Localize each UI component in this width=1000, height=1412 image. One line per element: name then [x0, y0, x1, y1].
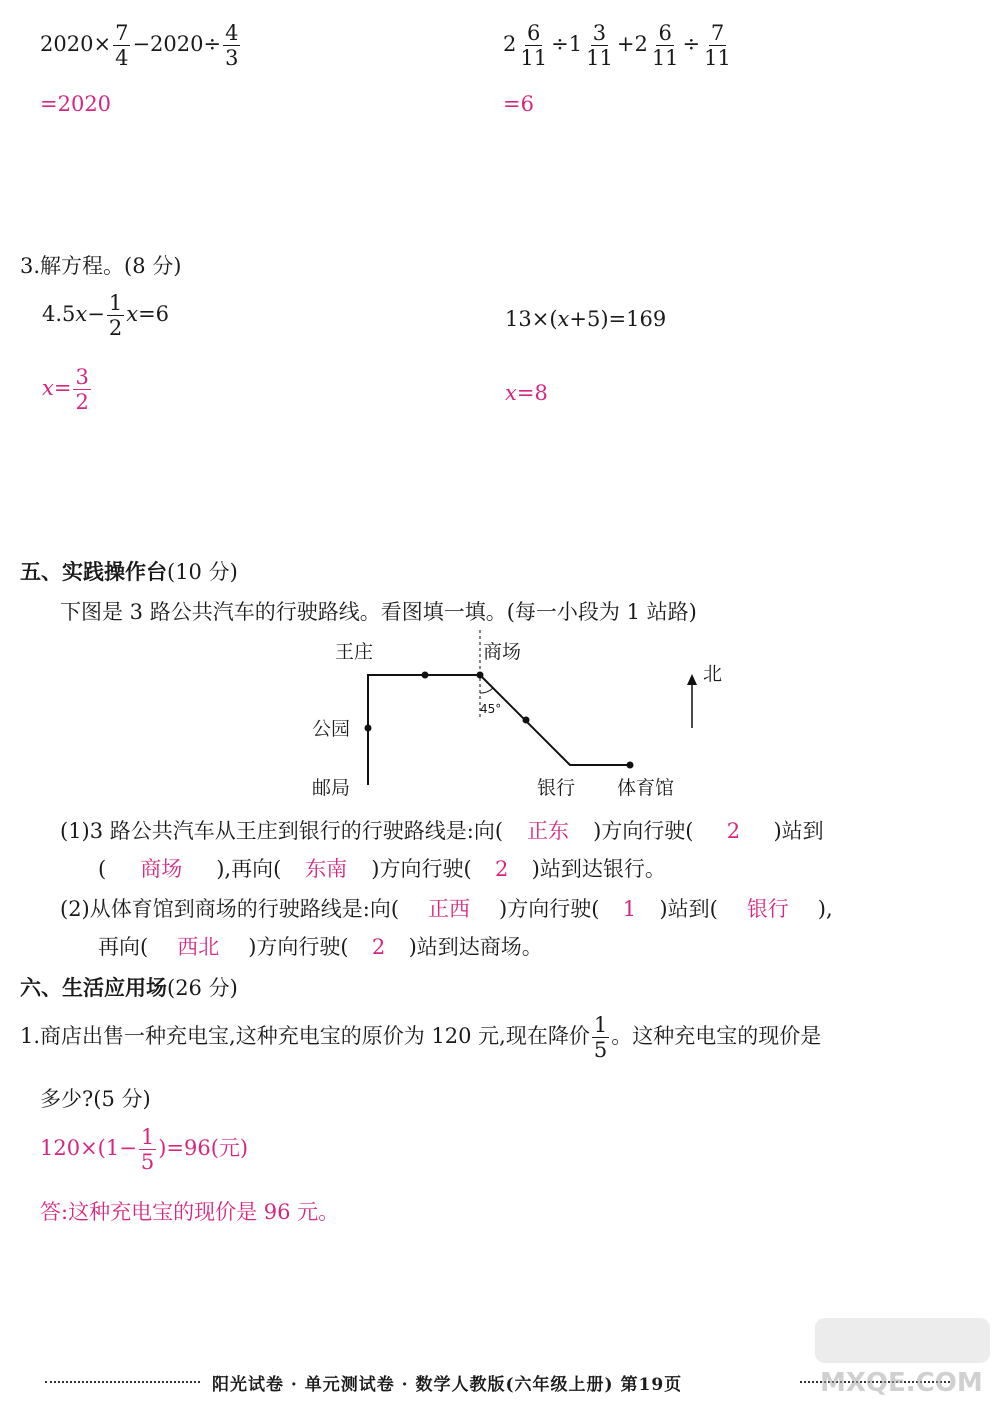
- section5-heading: [20, 556, 238, 586]
- station-dot: [627, 762, 634, 769]
- footer-text: 阳光试卷 · 单元测试卷 · 数学人教版(六年级上册) 第19页: [212, 1375, 683, 1395]
- fraction-numerator: 7: [710, 21, 725, 45]
- route-line: [368, 675, 630, 785]
- variable: x: [42, 376, 54, 401]
- right-hand-side: =6: [138, 302, 170, 327]
- answer-blank: 正西: [428, 897, 471, 921]
- fraction-numerator: 1: [140, 1125, 155, 1149]
- fraction-denominator: 2: [108, 316, 123, 341]
- variable: x: [126, 302, 139, 327]
- fraction-numerator: 3: [592, 21, 607, 45]
- fraction: [584, 22, 615, 69]
- fraction: [139, 1126, 156, 1173]
- section5-q1-line1: [60, 815, 824, 845]
- q-text: (2)从体育馆到商场的行驶路线是:向(: [60, 897, 400, 921]
- q-text: )方向行驶(: [371, 857, 472, 881]
- fraction-numerator: 6: [527, 21, 541, 45]
- answer-blank: 1: [622, 897, 637, 921]
- fraction: [73, 366, 90, 413]
- answer-blank: 商场: [140, 857, 183, 881]
- expression-end: +5)=169: [569, 307, 667, 331]
- section-title: 五、实践操作台: [20, 560, 167, 584]
- label-angle: 45°: [480, 702, 502, 716]
- q-text: ),: [817, 897, 833, 921]
- coefficient: 4.5: [42, 302, 76, 327]
- fraction: [107, 292, 124, 339]
- fraction-numerator: 6: [658, 21, 672, 45]
- minus-sign: −: [87, 302, 105, 327]
- times-sign: ×: [93, 32, 112, 57]
- label-gongyuan: 公园: [312, 718, 351, 740]
- section-score: (26 分): [167, 976, 238, 1000]
- fraction-denominator: 11: [704, 46, 731, 71]
- divide-sign: ÷: [682, 32, 701, 57]
- section5-q2-line1: [60, 893, 833, 923]
- north-arrow-head-icon: [687, 674, 697, 685]
- station-dot: [477, 672, 484, 679]
- q-text: )方向行驶(: [593, 819, 694, 843]
- q-text: 。这种充电宝的现价是: [611, 1024, 822, 1049]
- fraction-numerator: 7: [115, 21, 129, 45]
- calc-right-answer: =6: [503, 92, 534, 116]
- solution-value: =8: [516, 381, 548, 405]
- q-text: (: [98, 857, 107, 881]
- calc-left-problem: [40, 22, 242, 69]
- q-text: ),再向(: [216, 857, 282, 881]
- fraction-denominator: 11: [586, 46, 613, 71]
- fraction-denominator: 11: [520, 46, 548, 71]
- fraction-denominator: 3: [225, 46, 239, 71]
- angle-arc: [480, 688, 493, 693]
- answer-blank: 正东: [527, 819, 570, 843]
- label-shangchang: 商场: [483, 641, 522, 663]
- variable: x: [505, 381, 517, 405]
- fraction-denominator: 4: [115, 46, 129, 71]
- equations-heading: 3.解方程。(8 分): [20, 254, 182, 278]
- divide-sign: ÷: [203, 32, 222, 57]
- fraction: [518, 22, 549, 69]
- station-dot: [523, 717, 530, 724]
- minus-sign: −: [132, 32, 151, 57]
- fraction-numerator: 4: [225, 21, 239, 45]
- section6-q1-answer: 答:这种充电宝的现价是 96 元。: [40, 1200, 340, 1224]
- calc-text: )=96(元): [158, 1136, 249, 1161]
- expression-start: 13×(: [505, 307, 558, 331]
- label-youju: 邮局: [312, 777, 351, 799]
- section6-heading: [20, 972, 238, 1002]
- q-text: )站到达商场。: [408, 935, 543, 959]
- whole-number: 2: [634, 32, 648, 57]
- q-text: 1.商店出售一种充电宝,这种充电宝的原价为 120 元,现在降价: [20, 1024, 590, 1049]
- plus-sign: +: [616, 32, 635, 57]
- label-wangzhuang: 王庄: [335, 641, 374, 663]
- q-text: )方向行驶(: [499, 897, 600, 921]
- whole-number: 1: [568, 32, 583, 57]
- answer-blank: 2: [494, 857, 509, 881]
- section5-q1-line2: [98, 853, 666, 883]
- equals-sign: =: [53, 376, 72, 401]
- variable: x: [557, 307, 570, 331]
- answer-blank: 2: [726, 819, 741, 843]
- q-text: )站到: [773, 819, 824, 843]
- section-title: 六、生活应用场: [20, 976, 167, 1000]
- q-text: 再向(: [98, 935, 149, 959]
- fraction-denominator: 5: [593, 1038, 608, 1063]
- equation-left-answer: [42, 366, 93, 413]
- section5-intro: 下图是 3 路公共汽车的行驶路线。看图填一填。(每一小段为 1 站路): [60, 600, 697, 624]
- calc-left-answer: =2020: [40, 92, 112, 116]
- fraction-denominator: 11: [651, 46, 679, 71]
- fraction-denominator: 2: [75, 390, 89, 415]
- divide-sign: ÷: [551, 32, 569, 57]
- fraction-numerator: 3: [75, 365, 89, 389]
- station-dot: [365, 725, 372, 732]
- label-tiyuguan: 体育馆: [617, 777, 675, 799]
- equation-right-answer: [505, 381, 548, 405]
- section6-q1-line2: 多少?(5 分): [40, 1087, 151, 1111]
- bus-route-map: [300, 630, 740, 805]
- equation-left-problem: [42, 292, 169, 339]
- label-north: 北: [703, 663, 723, 685]
- q-text: )方向行驶(: [248, 935, 349, 959]
- footer-dots-left: [45, 1381, 200, 1383]
- answer-blank: 银行: [746, 897, 789, 921]
- number: 2020: [150, 32, 204, 57]
- answer-blank: 西北: [177, 935, 220, 959]
- fraction: [592, 1014, 609, 1061]
- fraction-numerator: 1: [593, 1013, 608, 1037]
- section5-q2-line2: [98, 931, 543, 961]
- section6-q1-calculation: [40, 1126, 248, 1173]
- answer-blank: 东南: [305, 857, 348, 881]
- fraction-denominator: 5: [140, 1150, 155, 1175]
- label-yinhang: 银行: [537, 777, 576, 799]
- watermark-text: MXQE.COM: [820, 1368, 983, 1398]
- station-dot: [422, 672, 429, 679]
- calc-text: 120×(1−: [40, 1136, 137, 1161]
- q-text: (1)3 路公共汽车从王庄到银行的行驶路线是:向(: [60, 819, 504, 843]
- calc-right-problem: [503, 22, 735, 69]
- watermark-logo: [815, 1318, 990, 1363]
- fraction-numerator: 1: [108, 291, 123, 315]
- q-text: )站到(: [659, 897, 718, 921]
- fraction: [650, 22, 681, 69]
- q-text: )站到达银行。: [531, 857, 666, 881]
- section6-q1-line1: [20, 1014, 821, 1061]
- equation-right-problem: [505, 307, 666, 331]
- fraction: [223, 22, 240, 69]
- variable: x: [75, 302, 88, 327]
- fraction: [113, 22, 130, 69]
- number: 2020: [40, 32, 94, 57]
- whole-number: 2: [503, 32, 517, 57]
- section-score: (10 分): [167, 560, 238, 584]
- fraction: [702, 22, 733, 69]
- answer-blank: 2: [371, 935, 386, 959]
